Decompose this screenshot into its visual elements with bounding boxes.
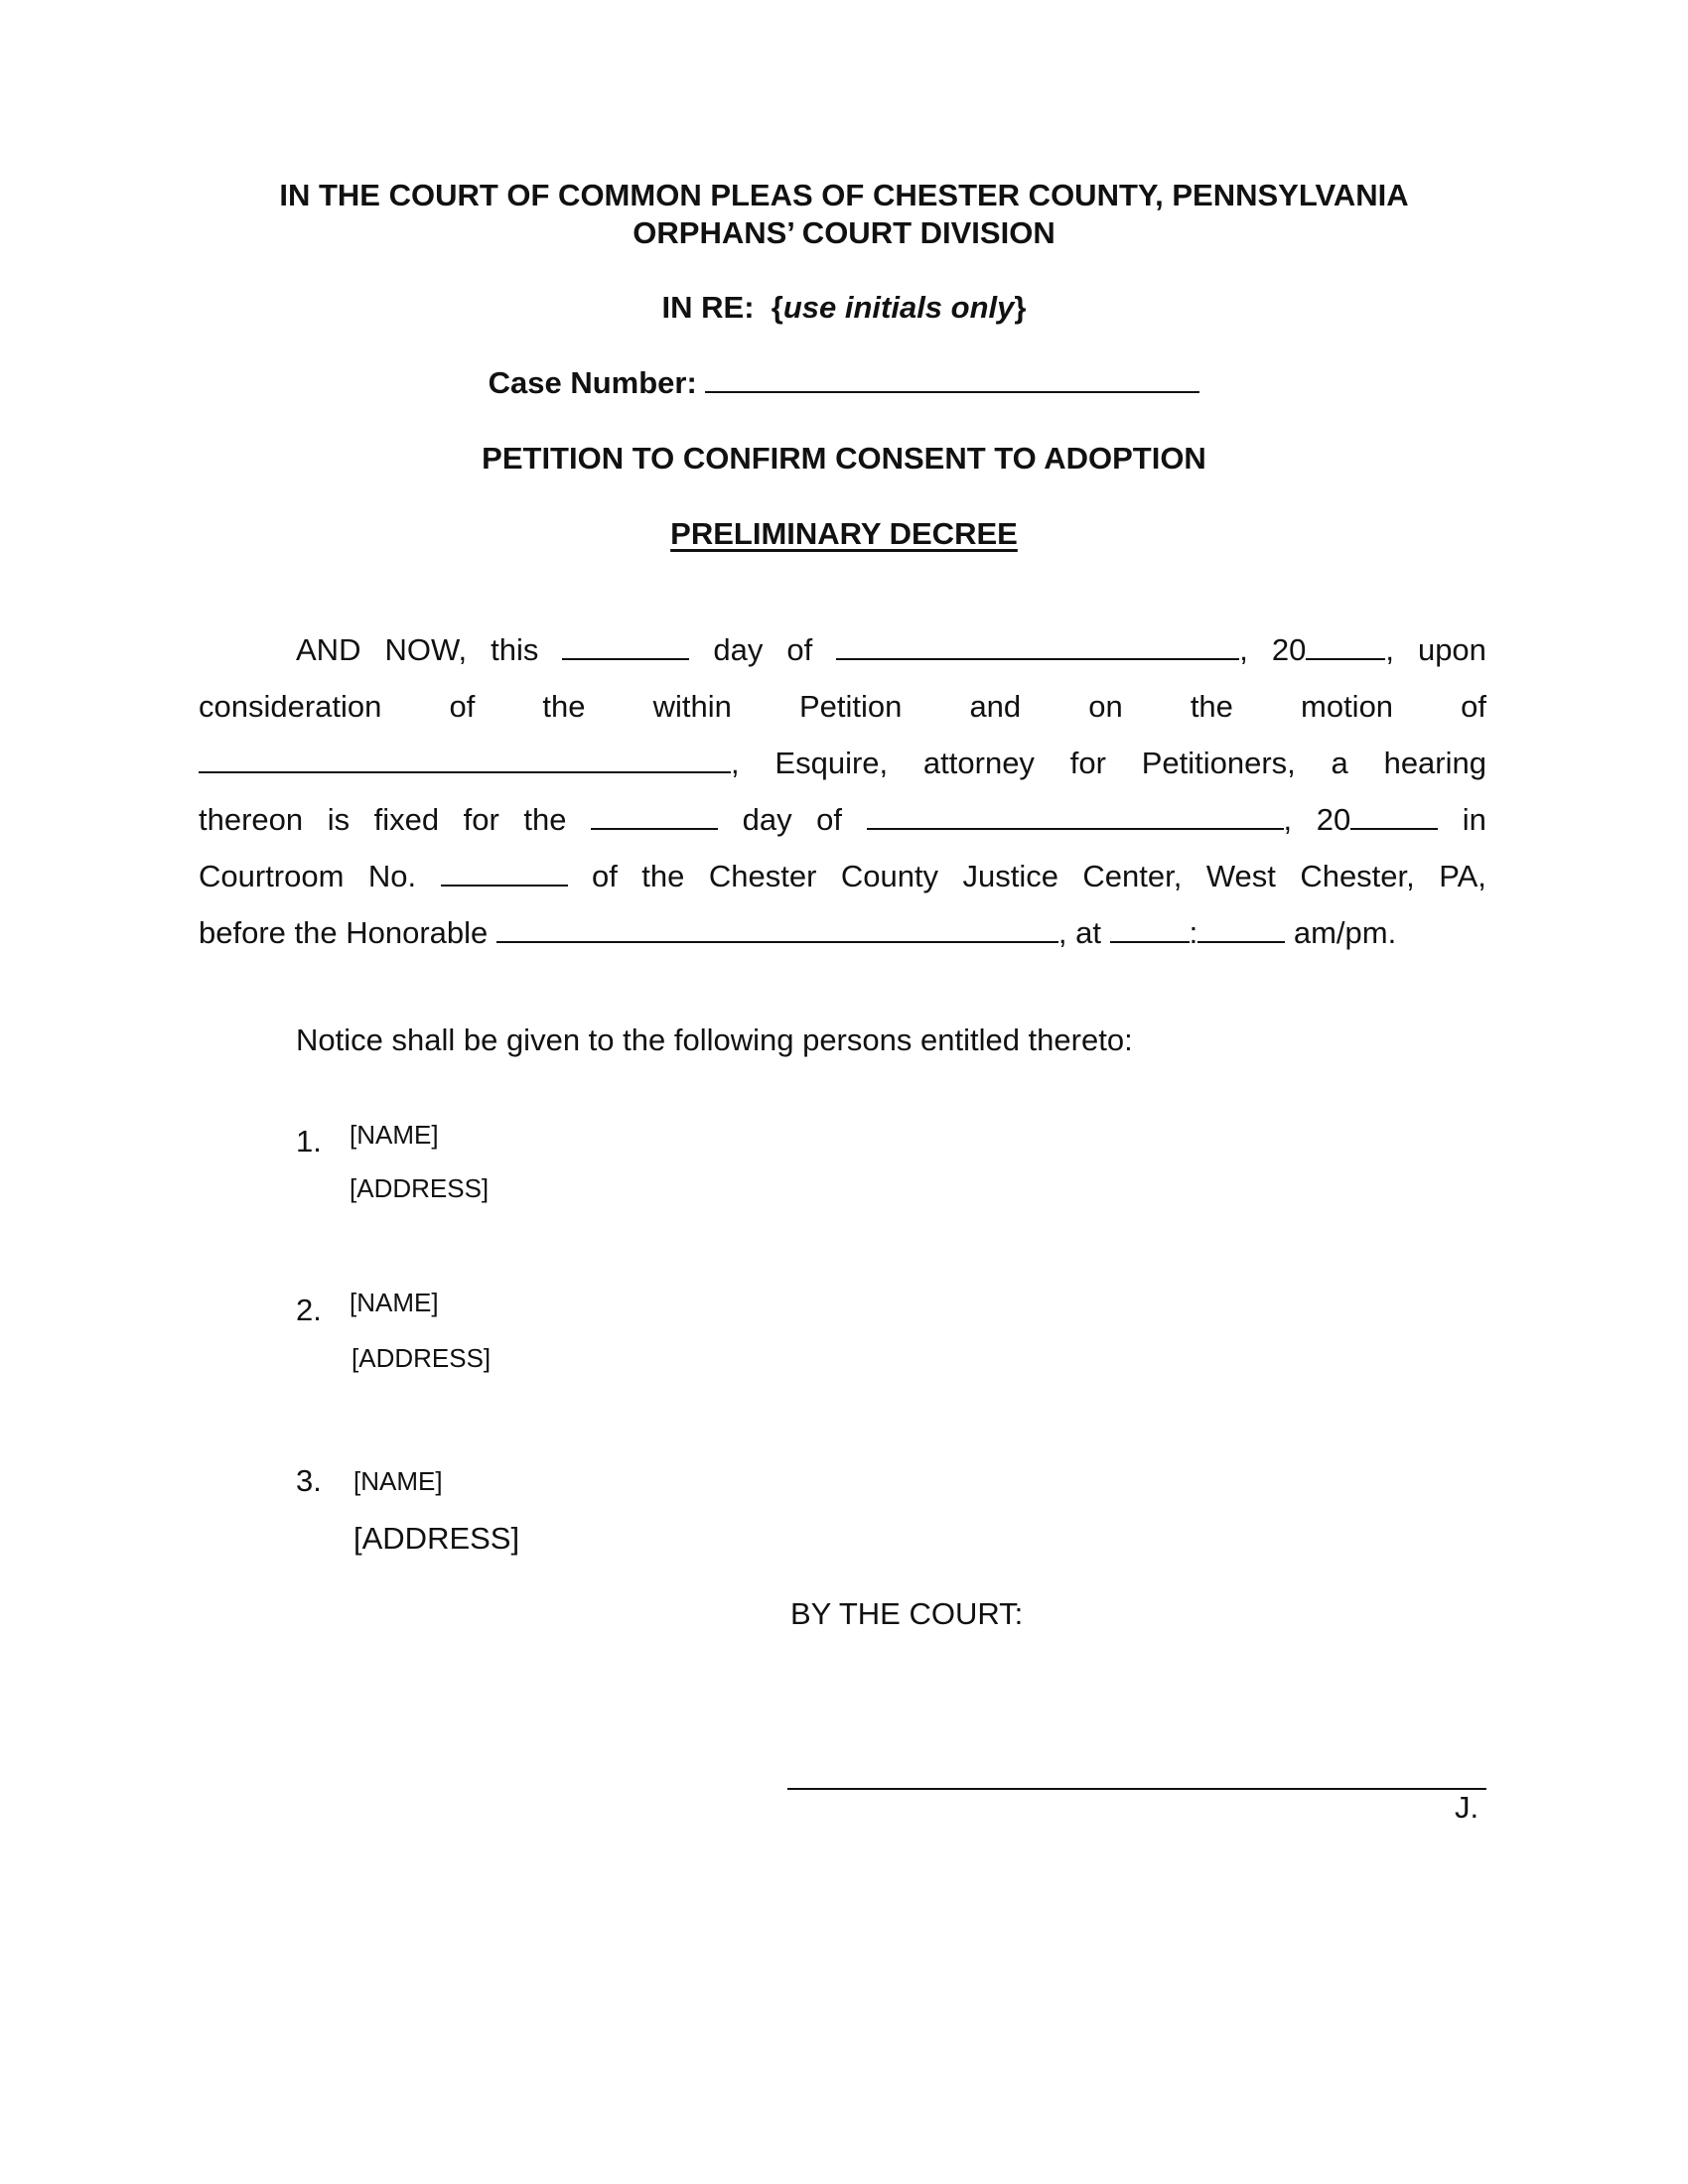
case-number-label: Case Number: — [488, 365, 697, 400]
paragraph-line-3: , Esquire, attorney for Petitioners, a hearing — [199, 744, 1486, 783]
judge-signature-line[interactable] — [787, 1788, 1486, 1790]
by-the-court: BY THE COURT: — [790, 1596, 1024, 1631]
person-1-number: 1. — [296, 1124, 322, 1159]
day-blank[interactable] — [562, 634, 689, 660]
minute-blank[interactable] — [1197, 917, 1285, 943]
person-3-name: [NAME] — [353, 1466, 443, 1496]
paragraph-line-5: Courtroom No. of the Chester County Justice Center, West Chester, PA, — [199, 859, 1486, 893]
in-re-close-brace: } — [1014, 290, 1027, 325]
person-3-address: [ADDRESS] — [353, 1521, 520, 1556]
person-2-address: [ADDRESS] — [352, 1343, 492, 1373]
judge-name-blank[interactable] — [496, 917, 1058, 943]
hour-blank[interactable] — [1110, 917, 1190, 943]
month-blank[interactable] — [836, 634, 1239, 660]
judge-suffix: J. — [1455, 1790, 1479, 1825]
in-re-placeholder: use initials only — [782, 290, 1015, 325]
case-number-line — [0, 365, 1688, 401]
decree-title: PRELIMINARY DECREE — [670, 516, 1018, 551]
notice-intro: Notice shall be given to the following persons entitled thereto: — [296, 1023, 1133, 1057]
hearing-month-blank[interactable] — [867, 804, 1284, 830]
person-1-address: [ADDRESS] — [350, 1173, 490, 1203]
paragraph-line-1: AND NOW, this day of , 20 , upon — [296, 632, 1486, 667]
person-3-number: 3. — [296, 1463, 322, 1498]
in-re-open-brace: { — [771, 290, 783, 325]
paragraph-line-6: before the Honorable , at : am/pm. — [199, 915, 1397, 950]
attorney-blank[interactable] — [199, 748, 731, 773]
year-blank[interactable] — [1306, 634, 1385, 660]
paragraph-line-4: thereon is fixed for the day of , 20 in — [199, 802, 1486, 837]
petition-title: PETITION TO CONFIRM CONSENT TO ADOPTION — [482, 441, 1206, 476]
person-2-name: [NAME] — [350, 1288, 439, 1317]
in-re-label: IN RE: — [661, 290, 755, 325]
courtroom-blank[interactable] — [441, 861, 568, 887]
case-number-blank[interactable] — [705, 367, 1199, 393]
in-re-line — [0, 290, 1688, 326]
person-1-name: [NAME] — [350, 1120, 439, 1150]
division-heading: ORPHANS’ COURT DIVISION — [633, 215, 1055, 250]
hearing-day-blank[interactable] — [591, 804, 718, 830]
paragraph-line-2: consideration of the within Petition and on the motion of — [199, 689, 1486, 724]
hearing-year-blank[interactable] — [1350, 804, 1438, 830]
court-heading: IN THE COURT OF COMMON PLEAS OF CHESTER COUNTY, PENNSYLVANIA — [279, 178, 1409, 212]
person-2-number: 2. — [296, 1293, 322, 1327]
